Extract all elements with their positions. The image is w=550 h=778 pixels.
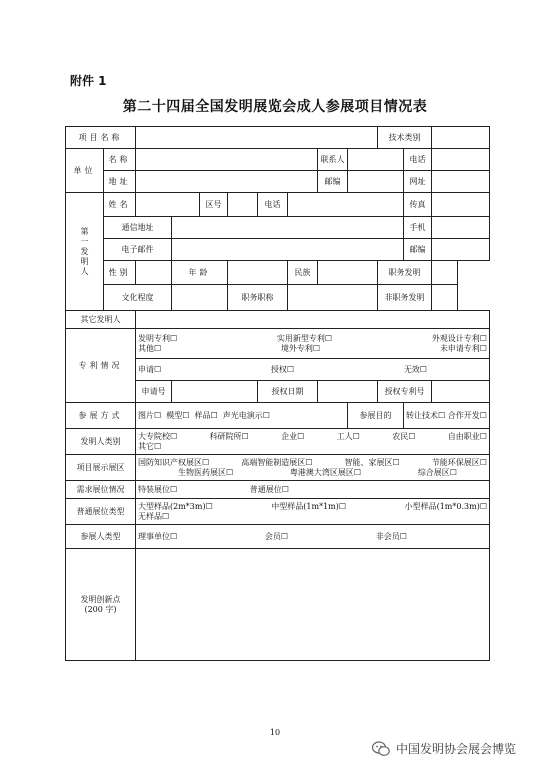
- booth-no-sample-checkbox[interactable]: 无样品☐: [138, 511, 170, 521]
- mobile-field[interactable]: [432, 217, 490, 239]
- name-field[interactable]: [136, 193, 200, 217]
- zone-smart-home-checkbox[interactable]: 智能、家展区☐: [344, 457, 400, 467]
- contact-label: 联系人: [318, 149, 348, 171]
- contact-field[interactable]: [348, 149, 404, 171]
- age-label: 年龄: [172, 261, 228, 285]
- cat-other-checkbox[interactable]: 其它☐: [138, 441, 162, 451]
- gender-label: 性别: [104, 261, 136, 285]
- district-field[interactable]: [228, 193, 258, 217]
- row-unit-address: [66, 171, 490, 193]
- patent-status-label: 专利情况: [66, 329, 136, 403]
- booth-special-checkbox[interactable]: 特装展位☐: [138, 484, 178, 494]
- fax-field[interactable]: [432, 193, 490, 217]
- zone-defense-checkbox[interactable]: 国防知识产权展区☐: [138, 457, 210, 467]
- app-status-cell: [136, 359, 490, 381]
- row-innovation: [66, 549, 490, 661]
- booths-cell: [136, 481, 490, 499]
- app-no-label: 申请号: [136, 381, 172, 403]
- tech-category-field[interactable]: [432, 127, 490, 149]
- row-project-name: [66, 127, 490, 149]
- row-other-inventors: [66, 311, 490, 329]
- cat-enterprise-checkbox[interactable]: 企业☐: [281, 431, 305, 441]
- district-label: 区号: [200, 193, 228, 217]
- postcode-label: 邮编: [318, 171, 348, 193]
- email-label: 电子邮件: [104, 239, 172, 261]
- exhibitor-member-checkbox[interactable]: 会员☐: [264, 531, 289, 541]
- inventor-category-label: 发明人类别: [66, 429, 136, 455]
- row-zone: [66, 455, 490, 481]
- page-number: 10: [269, 728, 281, 737]
- row-education: [66, 285, 490, 311]
- exhibit-purpose-label: 参展目的: [348, 403, 404, 429]
- fax-label: 传真: [404, 193, 432, 217]
- watermark: [372, 740, 516, 757]
- tech-category-label: 技术类别: [378, 127, 432, 149]
- mode-model-checkbox[interactable]: 模型☐: [166, 410, 190, 420]
- job-title-label: 职务职称: [228, 285, 288, 311]
- row-gender-age: [66, 261, 490, 285]
- patent-utility-checkbox[interactable]: 实用新型专利☐: [276, 333, 333, 343]
- row-inventor-category: [66, 429, 490, 455]
- postcode2-label: 邮编: [404, 239, 432, 261]
- exhibitor-types-cell: [136, 525, 490, 549]
- cat-freelance-checkbox[interactable]: 自由职业☐: [447, 431, 487, 441]
- patent-foreign-checkbox[interactable]: 境外专利☐: [280, 343, 321, 353]
- zone-energy-checkbox[interactable]: 节能环保展区☐: [431, 457, 487, 467]
- phone-label: 电话: [404, 149, 432, 171]
- service-invention-label: 职务发明: [378, 261, 432, 285]
- mailing-address-label: 通信地址: [104, 217, 172, 239]
- innovation-label: 发明创新点: [80, 594, 121, 604]
- first-inventor-text: 第一发明人: [80, 226, 89, 276]
- patent-types-cell: [136, 329, 490, 359]
- mode-sample-checkbox[interactable]: 样品☐: [194, 410, 218, 420]
- zone-gba-checkbox[interactable]: 粤港澳大湾区展区☐: [289, 467, 362, 477]
- education-label: 文化程度: [104, 285, 172, 311]
- zones-cell: [136, 455, 490, 481]
- address-field[interactable]: [136, 171, 318, 193]
- other-inventors-field[interactable]: [136, 311, 490, 329]
- cat-college-checkbox[interactable]: 大专院校☐: [138, 431, 178, 441]
- row-booth-need: [66, 481, 490, 499]
- innovation-limit: (200 字): [84, 604, 117, 614]
- page-title: 第二十四届全国发明展览会成人参展项目情况表: [122, 99, 428, 115]
- tel-label: 电话: [258, 193, 288, 217]
- grant-no-field[interactable]: [432, 381, 490, 403]
- row-exhibitor-type: [66, 525, 490, 549]
- row-email: [66, 239, 490, 261]
- exhibitor-nonmember-checkbox[interactable]: 非会员☐: [375, 531, 407, 541]
- exhibitor-director-checkbox[interactable]: 理事单位☐: [138, 531, 178, 541]
- attachment-label: 附件 1: [70, 74, 107, 88]
- other-inventors-label: 其它发明人: [66, 311, 136, 329]
- address-label: 地址: [104, 171, 136, 193]
- row-booth-type: [66, 499, 490, 525]
- zone-general-checkbox[interactable]: 综合展区☐: [417, 467, 457, 477]
- project-form-table: [65, 126, 490, 661]
- purpose-coop-checkbox[interactable]: 合作开发☐: [447, 410, 487, 420]
- booth-types-cell: [136, 499, 490, 525]
- patent-not-applied-checkbox[interactable]: 未申请专利☐: [439, 343, 487, 353]
- gender-field[interactable]: [136, 261, 172, 285]
- email-field[interactable]: [172, 239, 404, 261]
- innovation-label-cell: [66, 549, 136, 661]
- watermark-text: 中国发明协会展会博览: [396, 742, 517, 756]
- postcode2-field[interactable]: [432, 239, 490, 261]
- app-applied-checkbox[interactable]: 申请☐: [138, 364, 162, 374]
- grant-date-field[interactable]: [318, 381, 378, 403]
- row-unit-name: [66, 149, 490, 171]
- booth-standard-checkbox[interactable]: 普通展位☐: [249, 484, 289, 494]
- zone-label: 项目展示展区: [66, 455, 136, 481]
- patent-invention-checkbox[interactable]: 发明专利☐: [138, 333, 178, 343]
- mode-picture-checkbox[interactable]: 图片☐: [138, 410, 162, 420]
- app-no-field[interactable]: [172, 381, 258, 403]
- postcode-field[interactable]: [348, 171, 404, 193]
- purpose-transfer-checkbox[interactable]: 转让技术☐: [406, 410, 446, 420]
- education-field[interactable]: [172, 285, 228, 311]
- innovation-field[interactable]: [136, 549, 490, 661]
- non-service-invention-label: 非职务发明: [378, 285, 432, 311]
- exhibit-mode-label: 参展方式: [66, 403, 136, 429]
- exhibitor-type-label: 参展人类型: [66, 525, 136, 549]
- non-service-invention-field[interactable]: [432, 285, 458, 311]
- purposes-cell: [404, 403, 490, 429]
- app-invalid-checkbox[interactable]: 无效☐: [403, 364, 427, 374]
- first-inventor-label: [66, 193, 104, 311]
- grant-no-label: 授权专利号: [378, 381, 432, 403]
- website-field[interactable]: [432, 171, 490, 193]
- ethnicity-label: 民族: [288, 261, 318, 285]
- unit-name-label: 名称: [104, 149, 136, 171]
- name-label: 姓名: [104, 193, 136, 217]
- row-exhibit-mode: [66, 403, 490, 429]
- booth-medium-checkbox[interactable]: 中型样品(1m*1m)☐: [271, 501, 347, 511]
- project-name-label: 项目名称: [66, 127, 136, 149]
- grant-date-label: 授权日期: [258, 381, 318, 403]
- booth-small-checkbox[interactable]: 小型样品(1m*0.3m)☐: [404, 501, 487, 511]
- cat-research-checkbox[interactable]: 科研院所☐: [209, 431, 249, 441]
- row-inventor-name: [66, 193, 490, 217]
- app-granted-checkbox[interactable]: 授权☐: [270, 364, 295, 374]
- booth-need-label: 需求展位情况: [66, 481, 136, 499]
- inventor-categories-cell: [136, 429, 490, 455]
- website-label: 网址: [404, 171, 432, 193]
- patent-design-checkbox[interactable]: 外观设计专利☐: [431, 333, 487, 343]
- mailing-address-field[interactable]: [172, 217, 404, 239]
- age-field[interactable]: [228, 261, 288, 285]
- wechat-icon: [372, 741, 390, 757]
- mode-demo-checkbox[interactable]: 声光电演示☐: [222, 410, 270, 420]
- phone-field[interactable]: [432, 149, 490, 171]
- booth-large-checkbox[interactable]: 大型样品(2m*3m)☐: [138, 501, 213, 511]
- job-title-field[interactable]: [288, 285, 378, 311]
- exhibit-modes-cell: [136, 403, 348, 429]
- service-invention-field[interactable]: [432, 261, 458, 285]
- project-name-field[interactable]: [136, 127, 378, 149]
- cat-worker-checkbox[interactable]: 工人☐: [336, 431, 360, 441]
- row-patent-types: [66, 329, 490, 359]
- ethnicity-field[interactable]: [318, 261, 378, 285]
- tel-field[interactable]: [288, 193, 404, 217]
- zone-biomed-checkbox[interactable]: 生物医药展区☐: [178, 467, 234, 477]
- unit-name-field[interactable]: [136, 149, 318, 171]
- booth-type-label: 普通展位类型: [66, 499, 136, 525]
- cat-farmer-checkbox[interactable]: 农民☐: [392, 431, 416, 441]
- patent-other-checkbox[interactable]: 其他☐: [138, 343, 162, 353]
- mobile-label: 手机: [404, 217, 432, 239]
- zone-manufacturing-checkbox[interactable]: 高端智能制造展区☐: [241, 457, 313, 467]
- row-mailing-address: [66, 217, 490, 239]
- unit-label: 单位: [66, 149, 104, 193]
